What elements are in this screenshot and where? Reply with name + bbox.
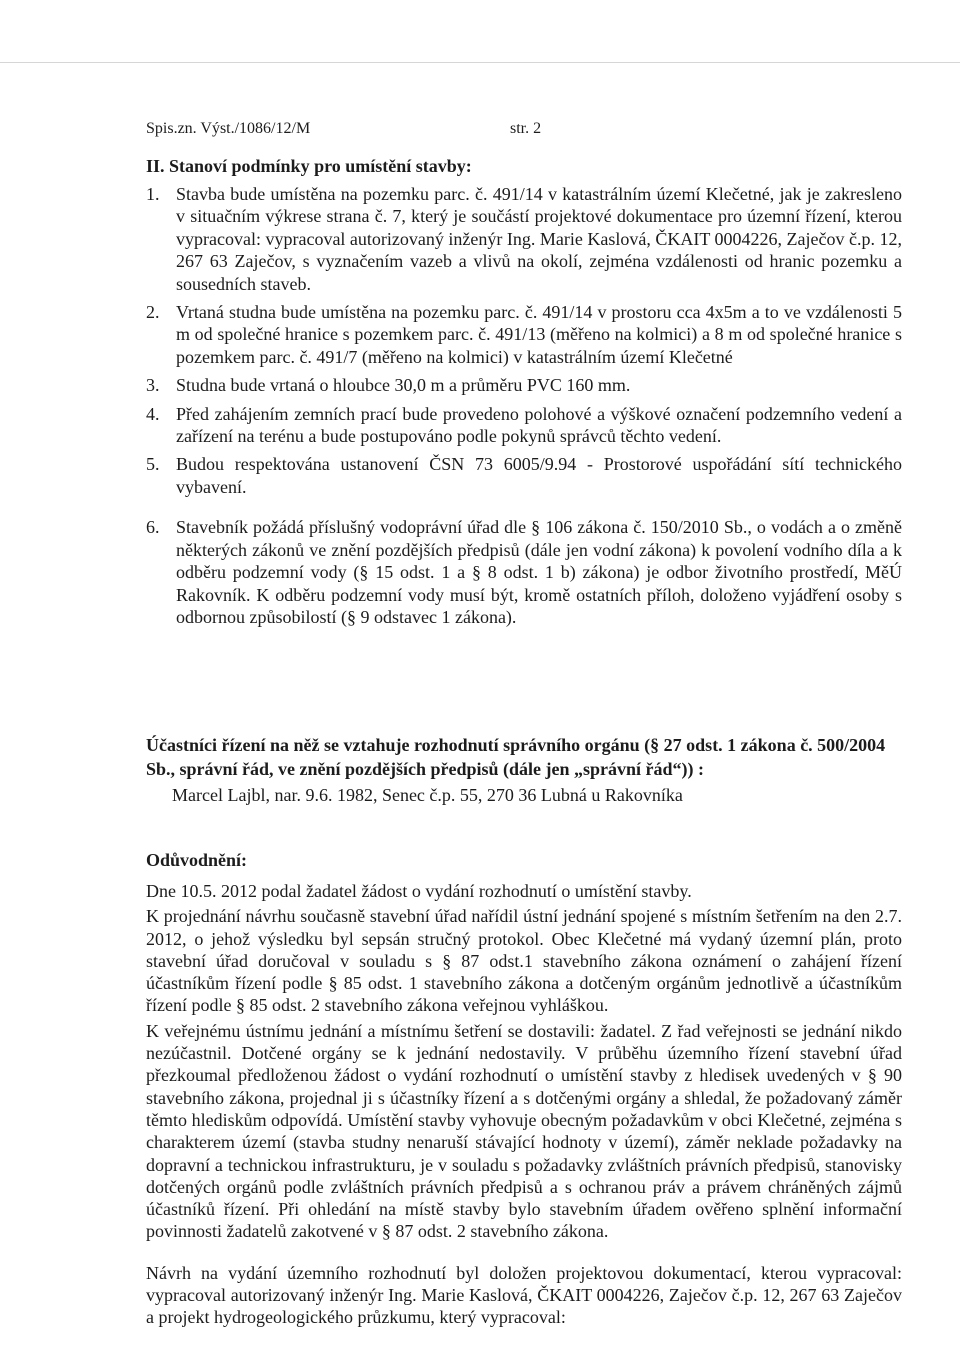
condition-item [146,183,902,295]
condition-item [146,301,902,368]
condition-text: Stavebník požádá příslušný vodoprávní úřad dle § 106 zákona č. 150/2010 Sb., o vodách a o změně některých zákonů ve znění pozdějších předpisů (dále jen vodní zákona) k povolení vodního díla a k odběru podzemní vody (§ 15 odst. 1 a § 8 odst. 1 b) zákona) je odbor životního prostředí, MěÚ Rakovník. K odběru podzemní vody musí být, kromě ostatních příloh, doloženo vyjádření osoby s odbornou způsobilostí (§ 9 odstavec 1 zákona). [176,517,902,627]
condition-text: Budou respektována ustanovení ČSN 73 6005/9.94 - Prostorové uspořádání sítí technického vybavení. [176,454,902,497]
condition-number: 5. [146,454,160,475]
reasoning-body [146,880,902,1332]
condition-item [146,403,902,448]
condition-item [146,516,902,628]
participant-entry: Marcel Lajbl, nar. 9.6. 1982, Senec č.p. 55, 270 36 Lubná u Rakovníka [172,785,683,805]
conditions-list [146,183,902,634]
reasoning-paragraph: K veřejnému ústnímu jednání a místnímu šetření se dostavili: žadatel. Z řad veřejnosti se jednání nikdo nezúčastnil. Dotčené orgány se k jednání nedostavily. V průběhu územního řízení stavební úřad přezkoumal předloženou žádost o vydání rozhodnutí o umístění stavby z hledisek uvedených v § 90 stavebního zákona, projednal ji s účastníky řízení a s dotčenými orgány a shledal, že požadovaný záměr těmto hlediskům odpovídá. Umístění stavby vyhovuje obecným požadavkům v obci Klečetné, zejména s charakterem území (stavba studny nenaruší stávající hodnoty v území), záměr neklade požadavky na dopravní a technickou infrastrukturu, je v souladu s požadavky zvláštních právních předpisů, stanovisky dotčených orgánů podle zvláštních právních předpisů a s ochranou práv a právem chráněných zájmů účastníků řízení. Při ohledání na místě stavby bylo stavebním úřadem ověřeno splnění informační povinnosti žadatelů zakotvené v § 87 odst. 2 stavebního zákona. [146,1020,902,1242]
condition-number: 1. [146,184,160,204]
condition-number: 3. [146,375,160,396]
reasoning-paragraph: Návrh na vydání územního rozhodnutí byl doložen projektovou dokumentací, kterou vypracoval: vypracoval autorizovaný inženýr Ing. Marie Kaslová, ČKAIT 0004226, Zaječov č.p. 12, 267 63 Zaječov a projekt hydrogeologického průzkumu, který vypracoval: [146,1262,902,1328]
condition-number: 6. [146,517,160,538]
condition-number: 2. [146,302,160,323]
condition-item [146,374,902,396]
condition-number: 4. [146,403,160,424]
reasoning-heading: Odůvodnění: [146,850,248,870]
condition-item [146,453,902,498]
section-title: II. Stanoví podmínky pro umístění stavby: [146,156,472,176]
reasoning-paragraph: Dne 10.5. 2012 podal žadatel žádost o vydání rozhodnutí o umístění stavby. [146,881,692,901]
condition-text: Studna bude vrtaná o hloubce 30,0 m a průměru PVC 160 mm. [176,375,631,396]
reasoning-paragraph: K projednání návrhu současně stavební úřad nařídil ústní jednání spojené s místním šetřením na den 2.7. 2012, o jehož výsledku byl sepsán stručný protokol. Obec Klečetné má vydaný územní plán, proto stavební úřad doručoval v souladu s § 87 odst.1 stavebního zákona oznámení o zahájení řízení účastníkům řízení podle § 85 odst. 1 stavebního zákona a dotčeným orgánům jednotlivě a účastníkům řízení podle § 85 odst. 2 stavebního zákona veřejnou vyhláškou. [146,906,902,1016]
page-number: str. 2 [510,120,542,137]
condition-text: Vrtaná studna bude umístěna na pozemku parc. č. 491/14 v prostoru cca 4x5m a to ve vzdálenosti 5 m od společné hranice s pozemkem parc. č. 491/13 (měřeno na kolmici) a 8 m od společné hranice s pozemkem parc. č. 491/7 (měřeno na kolmici) v katastrálním území Klečetné [176,302,902,367]
file-reference: Spis.zn. Výst./1086/12/M [146,120,311,137]
condition-text: Před zahájením zemních prací bude provedeno polohové a výškové označení podzemního vedení a zařízení na terénu a bude postupováno podle pokynů správců těchto vedení. [176,403,902,447]
top-divider [0,62,960,63]
participants-heading: Účastníci řízení na něž se vztahuje rozhodnutí správního orgánu (§ 27 odst. 1 zákona č. 500/2004 Sb., správní řád, ve znění pozdějších předpisů (dále jen „správní řád“)) : [146,735,886,779]
condition-text: Stavba bude umístěna na pozemku parc. č. 491/14 v katastrálním území Klečetné, jak je zakresleno v situačním výkrese strana č. 7, který je součástí projektové dokumentace pro územní řízení, kterou vypracoval: vypracoval autorizovaný inženýr Ing. Marie Kaslová, ČKAIT 0004226, Zaječov č.p. 12, 267 63 Zaječov, s vyznačením vazeb a vlivů na okolí, zejména vzdálenosti od hranic pozemku a sousedních staveb. [176,184,902,294]
